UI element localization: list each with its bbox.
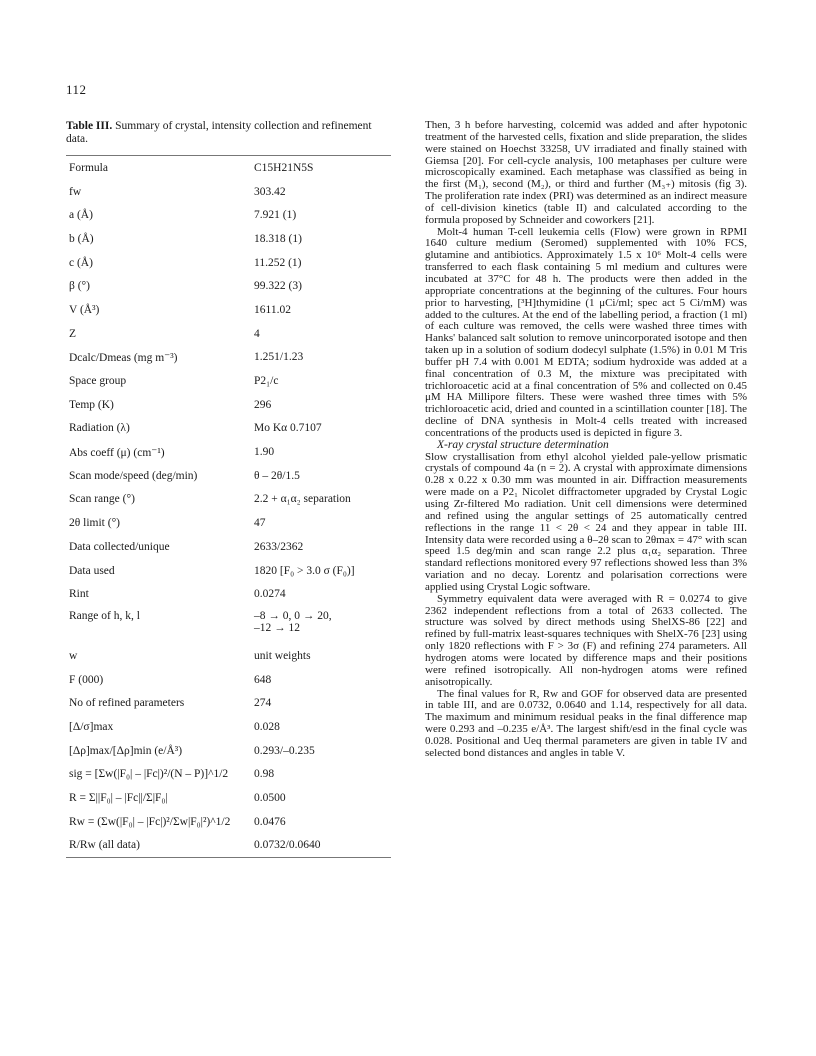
table-row	[66, 810, 391, 834]
row-value	[254, 739, 391, 763]
table-row	[66, 393, 391, 417]
row-value	[254, 559, 391, 583]
page-number: 112	[66, 82, 87, 97]
row-value	[254, 156, 391, 180]
table-row	[66, 582, 391, 606]
row-value-text: –8 → 0, 0 → 20,	[254, 610, 332, 623]
row-value-text: 2.2 + α₁α₂ separation	[254, 493, 351, 506]
row-value-text: 7.921 (1)	[254, 209, 297, 222]
table-row	[66, 668, 391, 692]
table-row	[66, 322, 391, 346]
data-table	[66, 156, 391, 857]
row-value-text: 274	[254, 697, 272, 710]
row-label: b (Å)	[69, 232, 94, 245]
row-value-text: 0.98	[254, 768, 275, 781]
row-label: Rint	[69, 588, 89, 601]
row-value	[254, 417, 391, 441]
row-value-text: 1.90	[254, 446, 275, 459]
row-value-text: 4	[254, 327, 260, 340]
body-text	[425, 120, 747, 760]
table-row	[66, 251, 391, 275]
row-label: Formula	[69, 161, 108, 174]
row-label: β (°)	[69, 280, 90, 293]
table-row	[66, 644, 391, 668]
table-caption-label: Table III.	[66, 120, 113, 132]
row-label: [Δ/σ]max	[69, 720, 114, 733]
row-value-text: 303.42	[254, 185, 286, 198]
row-value	[254, 251, 391, 275]
row-value	[254, 464, 391, 488]
row-label: Space group	[69, 375, 127, 388]
paragraph-symmetry: Symmetry equivalent data were averaged with R = 0.0274 to give 2362 independent reflections from a total of 2633 collected. The structure was solved by direct methods using ShelXS-86 [22] and refined by full-matrix least-squares techniques with ShelX-76 [23] using only 1820 reflections with F > 3σ (F) and refining 274 parameters. All hydrogen atoms were located by difference maps and their positions were refined isotropically. All non-hydrogen atoms were refined anisotropically.	[425, 592, 747, 688]
row-label: Temp (K)	[69, 398, 114, 411]
table-caption-text: Summary of crystal, intensity collection and refinement data.	[66, 120, 372, 145]
table-row	[66, 274, 391, 298]
row-label: Data collected/unique	[69, 540, 170, 553]
row-value-text: 99.322 (3)	[254, 280, 302, 293]
row-label: c (Å)	[69, 256, 93, 269]
row-value	[254, 488, 391, 512]
row-value	[254, 180, 391, 204]
row-value-text: 18.318 (1)	[254, 232, 302, 245]
row-value-text: 1.251/1.23	[254, 351, 304, 364]
row-value-text: θ – 2θ/1.5	[254, 469, 300, 482]
table-row	[66, 739, 391, 763]
row-label: Abs coeff (μ) (cm⁻¹)	[69, 447, 165, 460]
row-value-text: 2633/2362	[254, 540, 304, 553]
table-row	[66, 691, 391, 715]
row-value	[254, 274, 391, 298]
row-label: R/Rw (all data)	[69, 839, 140, 852]
row-value	[254, 582, 391, 606]
table-row	[66, 156, 391, 180]
table-row	[66, 464, 391, 488]
table-row	[66, 606, 391, 644]
row-value	[254, 834, 391, 858]
row-value	[254, 535, 391, 559]
row-value-text: 648	[254, 673, 272, 686]
table-row	[66, 203, 391, 227]
table-row	[66, 180, 391, 204]
paragraph-final-values: The final values for R, Rw and GOF for observed data are presented in table III, and are 0.0732, 0.0640 and 1.14, respectively for all data. The maximum and minimum residual peaks in the final difference map were 0.293 and –0.235 e/Å³. The largest shift/esd in the final cycle was 0.028. Positional and Ueq thermal parameters are given in table IV and selected bond distances and angles in table V.	[425, 687, 747, 759]
row-value-text: 0.0732/0.0640	[254, 839, 321, 852]
row-label: R = Σ||F₀| – |Fc||/Σ|F₀|	[69, 792, 168, 805]
row-value-text: unit weights	[254, 649, 311, 662]
row-label: fw	[69, 185, 82, 198]
table-row	[66, 369, 391, 393]
section-heading-xray: X-ray crystal structure determination	[437, 438, 609, 451]
row-value	[254, 606, 391, 644]
row-label: a (Å)	[69, 209, 93, 222]
row-value-text: 0.0476	[254, 815, 286, 828]
row-value-text: C15H21N5S	[254, 161, 314, 174]
row-value-continuation: –12 → 12	[254, 622, 300, 635]
row-value-text: 0.0500	[254, 792, 286, 805]
row-label: Rw = (Σw(|F₀| – |Fc|)²/Σw|F₀|²)^1/2	[69, 815, 231, 828]
row-label: Range of h, k, l	[69, 610, 140, 623]
row-value	[254, 322, 391, 346]
table-row	[66, 298, 391, 322]
table-row	[66, 440, 391, 464]
row-label: V (Å³)	[69, 303, 100, 316]
row-value	[254, 369, 391, 393]
table-row	[66, 488, 391, 512]
row-value	[254, 393, 391, 417]
row-value	[254, 346, 391, 370]
row-value-text: 296	[254, 398, 272, 411]
table-row	[66, 511, 391, 535]
table-caption	[66, 120, 391, 146]
row-label: sig = [Σw(|F₀| – |Fc|)²/(N – P)]^1/2	[69, 768, 229, 781]
row-label: [Δρ]max/[Δρ]min (e/Å³)	[69, 744, 183, 757]
table-row	[66, 763, 391, 787]
row-value-text: 0.0274	[254, 588, 286, 601]
row-label: Radiation (λ)	[69, 422, 130, 435]
row-label: Scan mode/speed (deg/min)	[69, 469, 198, 482]
table-row	[66, 715, 391, 739]
paragraph-cell-cycle: Then, 3 h before harvesting, colcemid was added and after hypotonic treatment of the harvested cells, fixation and slide preparation, the slides were stained on Hoechst 33258, UV irradiated and finally stained with Giemsa [20]. For cell-cycle analysis, 100 metaphases per culture were microscopically examined. Each metaphase was classified as being in the first (M₁), second (M₂), or third and further (M₃₊) mitosis (fig 3). The proliferation rate index (PRI) was determined as an indirect measure of cell-division kinetics (table II) and calculated according to the formula proposed by Schneider and coworkers [21].	[425, 119, 747, 226]
row-value	[254, 691, 391, 715]
row-value	[254, 668, 391, 692]
table-row	[66, 227, 391, 251]
row-value-text: 1820 [F₀ > 3.0 σ (F₀)]	[254, 564, 355, 577]
row-value-text: P2₁/c	[254, 375, 279, 388]
row-value	[254, 715, 391, 739]
table-bottom-rule	[66, 857, 391, 858]
row-value-text: 0.028	[254, 720, 280, 733]
row-value	[254, 298, 391, 322]
row-label: w	[69, 649, 78, 662]
table-row	[66, 535, 391, 559]
row-label: Scan range (°)	[69, 493, 135, 506]
row-value-text: 11.252 (1)	[254, 256, 302, 269]
paragraph-crystallisation: Slow crystallisation from ethyl alcohol yielded pale-yellow prismatic crystals of compound 4a (n = 2). A crystal with approximate dimensions 0.28 x 0.22 x 0.30 mm was mounted in air. Diffraction measurements were made on a P2₁ Nicolet diffractometer upgraded by Crystal Logic using Zr-filtered Mo radiation. Unit cell dimensions were determined and refined using the angular settings of 25 automatically centred reflections in the range 11 < 2θ < 24 and they appear in table III. Intensity data were recorded using a θ–2θ scan to 2θmax = 47° with scan speed 1.5 deg/min and scan range 2.2 plus α₁α₂ separation. Three standard reflections monitored every 97 reflections showed less than 3% variation and no decay. Lorentz and polarisation corrections were applied using Crystal Logic software.	[425, 450, 747, 593]
row-value	[254, 644, 391, 668]
row-label: No of refined parameters	[69, 697, 185, 710]
row-value-text: 1611.02	[254, 303, 291, 316]
table-row	[66, 417, 391, 441]
table-iii	[66, 120, 391, 858]
row-label: Data used	[69, 564, 115, 577]
row-label: 2θ limit (°)	[69, 517, 120, 530]
row-value	[254, 440, 391, 464]
table-row	[66, 559, 391, 583]
row-value	[254, 511, 391, 535]
row-label: Z	[69, 327, 77, 340]
table-row	[66, 834, 391, 858]
row-value	[254, 227, 391, 251]
row-value-text: Mo Kα 0.7107	[254, 422, 322, 435]
row-value	[254, 203, 391, 227]
row-value-text: 47	[254, 517, 266, 530]
table-row	[66, 346, 391, 370]
paragraph-molt4: Molt-4 human T-cell leukemia cells (Flow) were grown in RPMI 1640 culture medium (Seromed) supplemented with 10% FCS, glutamine and antibiotics. Approximately 1.5 x 10⁶ Molt-4 cells were transferred to each flask containing 5 ml medium and cultures were incubated at 37°C for 48 h. The products were then added in the appropriate concentrations at the beginning of the cultures. Four hours prior to harvesting, [³H]thymidine (1 μCi/ml; spec act 5 Ci/mM) was added to the cultures. At the end of the labelling period, a fraction (1 ml) of each culture was removed, the cells were washed three times with Hanks' balanced salt solution to remove unincorporated isotope and then taken up in a solution of sodium dodecyl sulphate (1.5%) in 0.01 M Tris buffer pH 7.4 with 0.001 M EDTA; sodium hydroxide was added at a final concentration of 0.3 M, the mixture was precipitated with trichloroacetic acid at a final concentration of 5% and collected on 0.45 μM HA Millipore filters. These were washed three times with 5% trichloroacetic acid, dried and counted in a scintillation counter [18]. The decline of DNA synthesis in Molt-4 cells treated with increased concentrations of the products used is depicted in figure 3.	[425, 225, 747, 439]
row-value	[254, 810, 391, 834]
row-label: F (000)	[69, 673, 104, 686]
row-value	[254, 763, 391, 787]
row-label: Dcalc/Dmeas (mg m⁻³)	[69, 352, 178, 365]
row-value	[254, 786, 391, 810]
row-value-text: 0.293/–0.235	[254, 744, 315, 757]
table-row	[66, 786, 391, 810]
